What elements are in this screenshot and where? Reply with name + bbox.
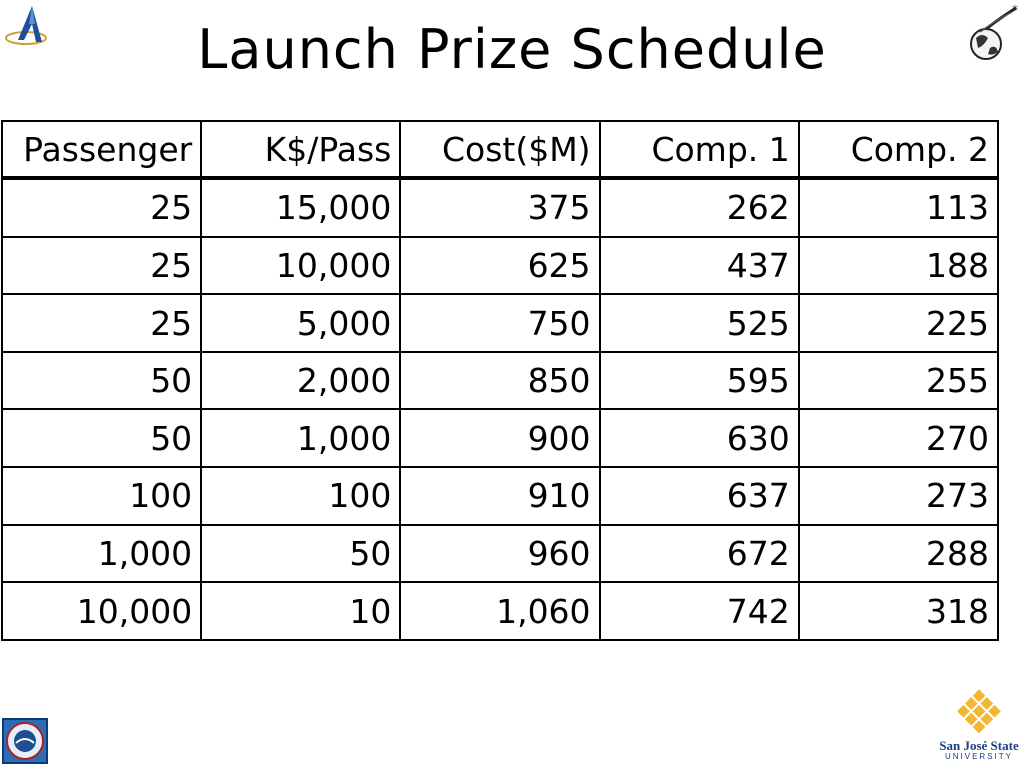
sjsu-logo (934, 688, 1024, 766)
globe-comet-logo-icon (966, 2, 1022, 66)
column-header: Comp. 1 (600, 121, 799, 178)
table-cell: 288 (799, 525, 998, 583)
table-cell: 100 (201, 467, 400, 525)
table-cell: 50 (2, 409, 201, 467)
table-cell: 1,000 (201, 409, 400, 467)
table-cell: 25 (2, 237, 201, 295)
table-row (2, 294, 998, 352)
table-cell: 1,060 (400, 582, 599, 640)
table-row (2, 582, 998, 640)
sjsu-diamond-icon (934, 688, 1024, 738)
column-header: Cost($M) (400, 121, 599, 178)
table-cell: 910 (400, 467, 599, 525)
table-cell: 900 (400, 409, 599, 467)
table-cell: 10 (201, 582, 400, 640)
table-cell: 113 (799, 178, 998, 237)
table-cell: 595 (600, 352, 799, 410)
table-cell: 672 (600, 525, 799, 583)
table-cell: 273 (799, 467, 998, 525)
table-cell: 750 (400, 294, 599, 352)
table-cell: 2,000 (201, 352, 400, 410)
table-row (2, 237, 998, 295)
table-cell: 100 (2, 467, 201, 525)
table-cell: 25 (2, 294, 201, 352)
table-cell: 15,000 (201, 178, 400, 237)
table-cell: 525 (600, 294, 799, 352)
slide-title: Launch Prize Schedule (197, 18, 827, 81)
table-cell: 262 (600, 178, 799, 237)
table-cell: 1,000 (2, 525, 201, 583)
table-cell: 255 (799, 352, 998, 410)
column-header: Comp. 2 (799, 121, 998, 178)
table-cell: 50 (201, 525, 400, 583)
table-header-row (2, 121, 998, 178)
table-row (2, 352, 998, 410)
sjsu-subtitle: UNIVERSITY (944, 752, 1013, 761)
table-cell: 625 (400, 237, 599, 295)
table-cell: 225 (799, 294, 998, 352)
table-cell: 25 (2, 178, 201, 237)
table-cell: 270 (799, 409, 998, 467)
table-row (2, 409, 998, 467)
table-cell: 10,000 (201, 237, 400, 295)
table-cell: 742 (600, 582, 799, 640)
table-cell: 5,000 (201, 294, 400, 352)
sjsu-name: San José State (939, 738, 1019, 753)
table-cell: 10,000 (2, 582, 201, 640)
table-cell: 960 (400, 525, 599, 583)
column-header: Passenger (2, 121, 201, 178)
table-cell: 637 (600, 467, 799, 525)
table-cell: 630 (600, 409, 799, 467)
table-row (2, 467, 998, 525)
table-cell: 50 (2, 352, 201, 410)
table-cell: 188 (799, 237, 998, 295)
column-header: K$/Pass (201, 121, 400, 178)
table-row (2, 525, 998, 583)
table-cell: 437 (600, 237, 799, 295)
round-seal-logo-icon (2, 718, 48, 764)
table-cell: 850 (400, 352, 599, 410)
prize-table (1, 120, 999, 641)
svg-text:*: * (1012, 3, 1018, 17)
table-cell: 318 (799, 582, 998, 640)
table-cell: 375 (400, 178, 599, 237)
table-row (2, 178, 998, 237)
